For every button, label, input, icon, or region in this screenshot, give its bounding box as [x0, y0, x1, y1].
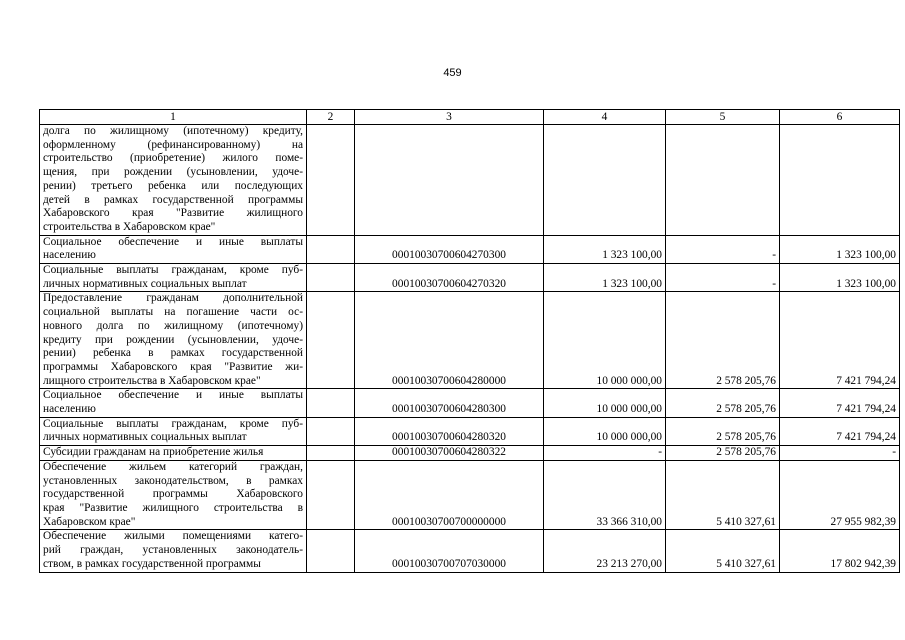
description-line: строительства в Хабаровском крае": [43, 220, 216, 233]
description-line: рении) третьего ребенка или последующих: [43, 179, 303, 192]
row-description: [40, 460, 307, 530]
description-line: Субсидии гражданам на приобретение жилья: [43, 446, 264, 459]
description-line: Социальное обеспечение и иные выплаты: [43, 235, 303, 248]
executed-amount: 5 410 327,61: [666, 530, 780, 572]
description-line: детей в рамках государственной программы: [43, 193, 303, 206]
description-line: Хабаровском крае": [43, 515, 136, 528]
table-body: [40, 125, 900, 573]
column-header: 3: [355, 110, 544, 125]
table-row: [40, 292, 900, 389]
description-line: долга по жилищному (ипотечному) кредиту,: [43, 125, 303, 137]
description-line: Хабаровского края "Развитие жилищного: [43, 207, 303, 220]
approved-amount: -: [544, 446, 666, 461]
column-2-cell: [307, 264, 355, 292]
row-description: [40, 389, 307, 417]
column-2-cell: [307, 530, 355, 572]
remaining-amount: 17 802 942,39: [780, 530, 900, 572]
remaining-amount: 1 323 100,00: [780, 235, 900, 263]
column-2-cell: [307, 417, 355, 445]
budget-code: 00010030700604270320: [355, 264, 544, 292]
row-description: [40, 235, 307, 263]
table-row: [40, 125, 900, 236]
budget-code: 00010030700604280000: [355, 292, 544, 389]
column-2-cell: [307, 292, 355, 389]
budget-code: 00010030700707030000: [355, 530, 544, 572]
remaining-amount: [780, 125, 900, 236]
budget-code: 00010030700604280300: [355, 389, 544, 417]
description-line: Социальные выплаты гражданам, кроме пуб-: [43, 417, 303, 430]
description-line: новного долга по жилищному (ипотечному): [43, 319, 303, 332]
description-line: Социальные выплаты гражданам, кроме пуб-: [43, 264, 303, 277]
budget-code: 00010030700700000000: [355, 460, 544, 530]
remaining-amount: 7 421 794,24: [780, 417, 900, 445]
description-line: щения, при рождении (усыновлении, удоче-: [43, 166, 303, 179]
row-description: [40, 264, 307, 292]
budget-code: [355, 125, 544, 236]
row-description: [40, 530, 307, 572]
row-description: [40, 446, 307, 461]
description-line: края "Развитие жилищного строительства в: [43, 501, 303, 514]
description-line: личных нормативных социальных выплат: [43, 277, 247, 290]
description-line: программы Хабаровского края "Развитие жи-: [43, 360, 303, 373]
executed-amount: 2 578 205,76: [666, 446, 780, 461]
description-line: рий граждан, установленных законодатель-: [43, 544, 303, 557]
executed-amount: 2 578 205,76: [666, 417, 780, 445]
column-header: 4: [544, 110, 666, 125]
column-2-cell: [307, 235, 355, 263]
budget-code: 00010030700604270300: [355, 235, 544, 263]
description-line: населению: [43, 403, 96, 416]
description-line: ством, в рамках государственной программы: [43, 557, 261, 570]
description-line: строительство (приобретение) жилого поме-: [43, 152, 303, 165]
description-line: оформленному (рефинансированному) на: [43, 138, 303, 151]
remaining-amount: 1 323 100,00: [780, 264, 900, 292]
column-header: 5: [666, 110, 780, 125]
row-description: [40, 292, 307, 389]
approved-amount: [544, 125, 666, 236]
description-line: Предоставление гражданам дополнительной: [43, 292, 303, 305]
page-number: 459: [443, 67, 462, 79]
remaining-amount: 7 421 794,24: [780, 292, 900, 389]
description-line: Обеспечение жильем категорий граждан,: [43, 460, 303, 473]
executed-amount: -: [666, 264, 780, 292]
description-line: рении) ребенка в рамках государственной: [43, 347, 303, 360]
table-row: [40, 530, 900, 572]
description-line: Социальное обеспечение и иные выплаты: [43, 389, 303, 402]
budget-code: 00010030700604280320: [355, 417, 544, 445]
approved-amount: 23 213 270,00: [544, 530, 666, 572]
description-line: лищного строительства в Хабаровском крае": [43, 374, 261, 387]
column-header: 2: [307, 110, 355, 125]
executed-amount: 2 578 205,76: [666, 292, 780, 389]
column-header: 6: [780, 110, 900, 125]
executed-amount: 2 578 205,76: [666, 389, 780, 417]
column-2-cell: [307, 446, 355, 461]
description-line: кредиту при рождении (усыновлении, удоче-: [43, 333, 303, 346]
budget-table: [39, 109, 900, 573]
description-line: социальной выплаты на погашение части ос-: [43, 306, 303, 319]
description-line: Обеспечение жилыми помещениями катего-: [43, 530, 303, 543]
remaining-amount: -: [780, 446, 900, 461]
table-row: [40, 417, 900, 445]
column-2-cell: [307, 460, 355, 530]
approved-amount: 10 000 000,00: [544, 417, 666, 445]
executed-amount: 5 410 327,61: [666, 460, 780, 530]
approved-amount: 1 323 100,00: [544, 235, 666, 263]
description-line: населению: [43, 249, 96, 262]
description-line: личных нормативных социальных выплат: [43, 431, 247, 444]
executed-amount: -: [666, 235, 780, 263]
remaining-amount: 7 421 794,24: [780, 389, 900, 417]
approved-amount: 1 323 100,00: [544, 264, 666, 292]
approved-amount: 33 366 310,00: [544, 460, 666, 530]
table-row: [40, 460, 900, 530]
column-header: 1: [40, 110, 307, 125]
column-2-cell: [307, 125, 355, 236]
description-line: установленных законодательством, в рамках: [43, 474, 303, 487]
table-row: [40, 235, 900, 263]
row-description: [40, 417, 307, 445]
column-2-cell: [307, 389, 355, 417]
executed-amount: [666, 125, 780, 236]
table-row: [40, 264, 900, 292]
budget-code: 00010030700604280322: [355, 446, 544, 461]
description-line: государственной программы Хабаровского: [43, 488, 303, 501]
approved-amount: 10 000 000,00: [544, 292, 666, 389]
table-row: [40, 389, 900, 417]
approved-amount: 10 000 000,00: [544, 389, 666, 417]
table-row: [40, 446, 900, 461]
table-header-row: [40, 110, 900, 125]
row-description: [40, 125, 307, 236]
remaining-amount: 27 955 982,39: [780, 460, 900, 530]
